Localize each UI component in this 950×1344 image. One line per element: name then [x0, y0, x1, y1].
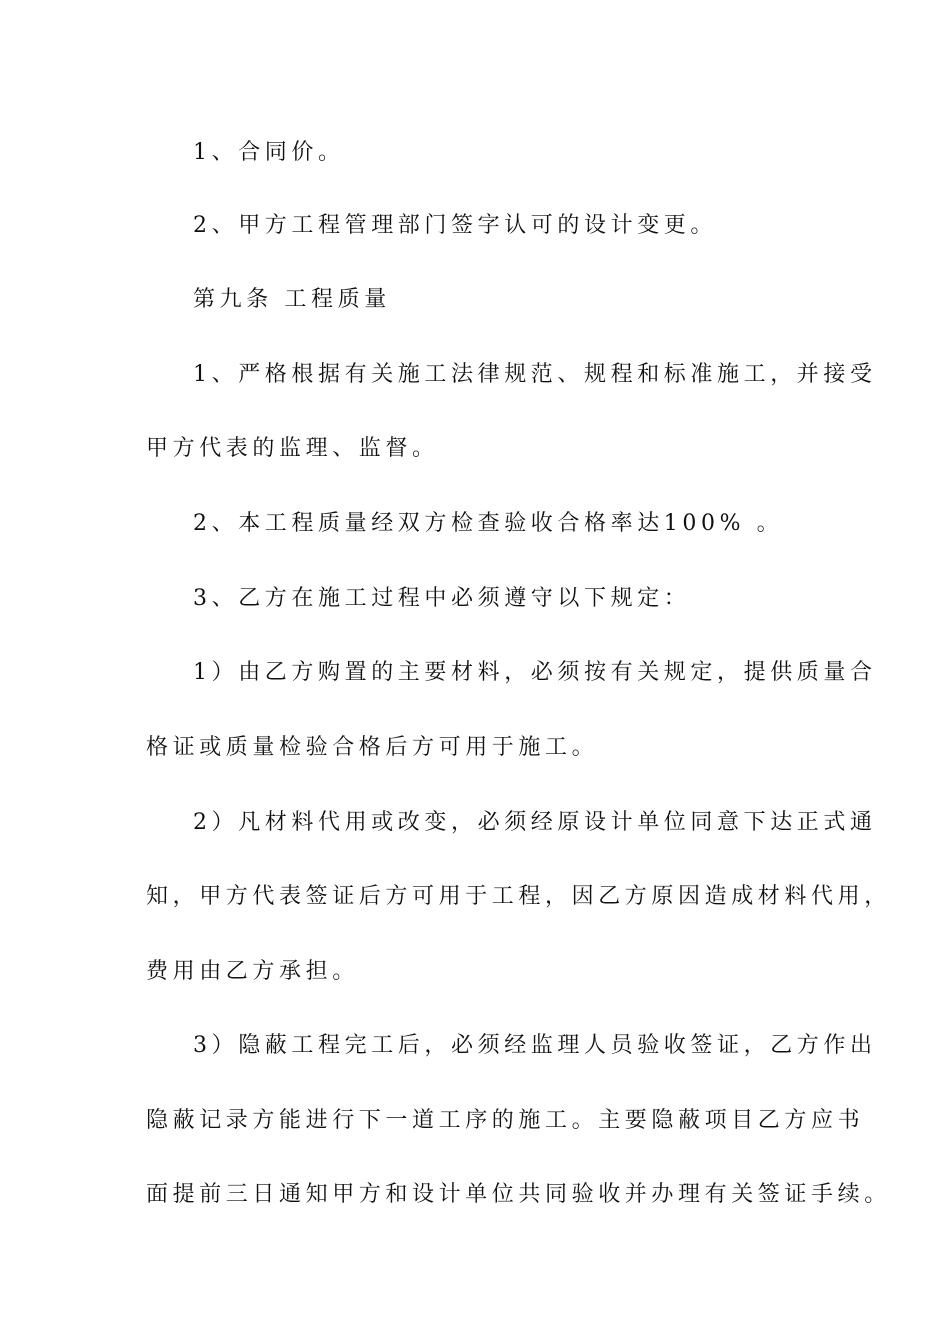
rule-3-line-2: 隐蔽记录方能进行下一道工序的施工。主要隐蔽项目乙方应书 [146, 1108, 865, 1133]
section-heading-article-9: 第九条 工程质量 [193, 287, 391, 312]
rule-1-line-2: 格证或质量检验合格后方可用于施工。 [146, 735, 599, 760]
quality-item-1-line-2: 甲方代表的监理、监督。 [146, 436, 439, 461]
quality-item-1-line-1: 1、严格根据有关施工法律规范、规程和标准施工，并接受 [193, 362, 877, 387]
clause-item-1: 1、合同价。 [193, 140, 345, 165]
rule-3-line-3: 面提前三日通知甲方和设计单位共同验收并办理有关签证手续。 [146, 1182, 891, 1207]
quality-item-3: 3、乙方在施工过程中必须遵守以下规定： [193, 586, 691, 611]
rule-2-line-2: 知，甲方代表签证后方可用于工程，因乙方原因造成材料代用， [146, 884, 891, 909]
quality-item-2: 2、本工程质量经双方检查验收合格率达100% 。 [193, 511, 784, 536]
rule-2-line-3: 费用由乙方承担。 [146, 959, 359, 984]
rule-3-line-1: 3）隐蔽工程完工后，必须经监理人员验收签证，乙方作出 [193, 1033, 877, 1058]
rule-2-line-1: 2）凡材料代用或改变，必须经原设计单位同意下达正式通 [193, 810, 877, 835]
rule-1-line-1: 1）由乙方购置的主要材料，必须按有关规定，提供质量合 [193, 660, 877, 685]
clause-item-2: 2、甲方工程管理部门签字认可的设计变更。 [193, 213, 717, 238]
